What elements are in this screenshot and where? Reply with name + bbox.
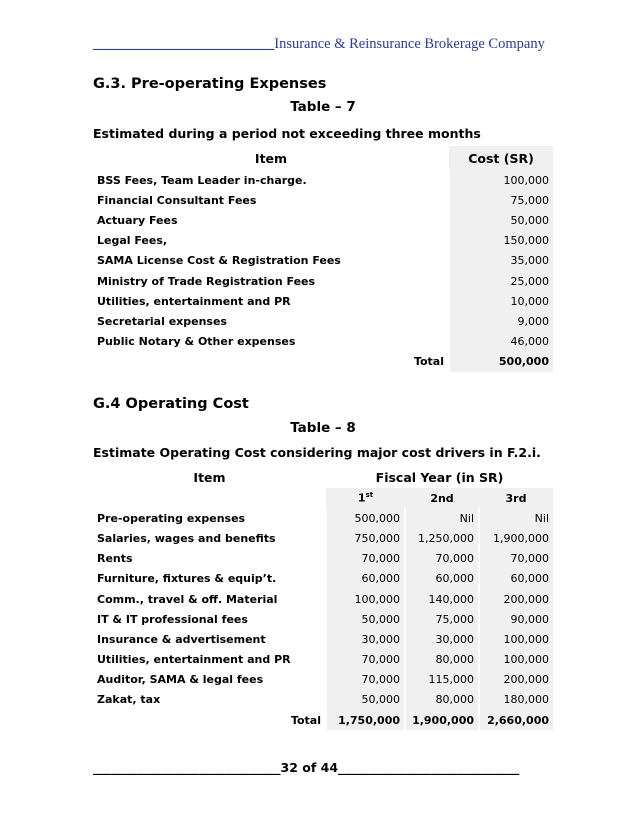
- cell-year-3: 100,000: [479, 629, 553, 649]
- col-header-item: Item: [254, 150, 288, 166]
- table-row: [93, 528, 553, 548]
- total-year-1: 1,750,000: [326, 710, 405, 730]
- total-year-2: 1,900,000: [405, 710, 479, 730]
- page-footer: [93, 760, 553, 775]
- table7-subtitle: Estimated during a period not exceeding three months: [93, 126, 481, 141]
- cell-year-1: 70,000: [326, 670, 405, 690]
- row-label: Public Notary & Other expenses: [97, 335, 296, 349]
- row-label: Legal Fees,: [97, 234, 168, 248]
- cell-year-3: 1,900,000: [479, 528, 553, 548]
- cell-year-2: 140,000: [405, 589, 479, 609]
- cell-year-2: 1,250,000: [405, 528, 479, 548]
- empty-header-cell: [93, 488, 326, 508]
- col-header-fiscal-year: Fiscal Year (in SR): [375, 469, 504, 485]
- section-heading-g4: G.4 Operating Cost: [93, 396, 249, 412]
- cell-year-3: 200,000: [479, 670, 553, 690]
- cell-year-1: 60,000: [326, 569, 405, 589]
- table-row: [93, 190, 553, 210]
- row-label: Financial Consultant Fees: [97, 193, 257, 207]
- total-row: [93, 710, 553, 730]
- row-label: IT & IT professional fees: [97, 612, 248, 626]
- row-value: 150,000: [449, 231, 553, 251]
- table-row: [93, 549, 553, 569]
- cell-year-1: 70,000: [326, 650, 405, 670]
- row-label: Utilities, entertainment and PR: [97, 294, 291, 308]
- row-label: Comm., travel & off. Material: [97, 592, 278, 606]
- total-row: [93, 352, 553, 372]
- col-header-year-3: 3rd: [479, 488, 553, 508]
- table-row: [93, 508, 553, 528]
- table-row: [93, 629, 553, 649]
- page-header: [93, 36, 553, 53]
- table-8: [93, 466, 553, 730]
- row-label: BSS Fees, Team Leader in-charge.: [97, 173, 307, 187]
- row-label: Pre-operating expenses: [97, 511, 246, 525]
- row-value: 46,000: [449, 332, 553, 352]
- cell-year-2: 30,000: [405, 629, 479, 649]
- col-header-year-2: 2nd: [405, 488, 479, 508]
- table-row: [93, 271, 553, 291]
- cell-year-3: 90,000: [479, 609, 553, 629]
- row-value: 9,000: [449, 311, 553, 331]
- cell-year-2: 70,000: [405, 549, 479, 569]
- table8-subtitle: Estimate Operating Cost considering major cost drivers in F.2.i.: [93, 445, 541, 460]
- table-row: [93, 589, 553, 609]
- table8-title: Table – 8: [290, 420, 356, 436]
- section-heading-g3: G.3. Pre-operating Expenses: [93, 76, 327, 92]
- header-title: Insurance & Reinsurance Brokerage Company: [274, 36, 545, 52]
- row-label: Salaries, wages and benefits: [97, 531, 276, 545]
- col-header-item: Item: [193, 469, 226, 485]
- table-row: [93, 690, 553, 710]
- row-label: Zakat, tax: [97, 693, 161, 707]
- row-value: 75,000: [449, 190, 553, 210]
- cell-year-3: 200,000: [479, 589, 553, 609]
- cell-year-1: 50,000: [326, 609, 405, 629]
- table-row: [93, 650, 553, 670]
- cell-year-1: 750,000: [326, 528, 405, 548]
- table-row: [93, 311, 553, 331]
- cell-year-3: 180,000: [479, 690, 553, 710]
- total-label: Total: [413, 355, 444, 369]
- total-value: 500,000: [449, 352, 553, 372]
- cell-year-2: 80,000: [405, 650, 479, 670]
- total-year-3: 2,660,000: [479, 710, 553, 730]
- cell-year-2: 115,000: [405, 670, 479, 690]
- row-label: Utilities, entertainment and PR: [97, 653, 291, 667]
- row-value: 100,000: [449, 170, 553, 190]
- cell-year-1: 30,000: [326, 629, 405, 649]
- row-label: Actuary Fees: [97, 213, 178, 227]
- table-row: [93, 332, 553, 352]
- table-row: [93, 670, 553, 690]
- cell-year-2: 60,000: [405, 569, 479, 589]
- table-row: [93, 231, 553, 251]
- header-rule: _________________________: [93, 36, 275, 52]
- row-label: Rents: [97, 552, 133, 566]
- cell-year-3: 100,000: [479, 650, 553, 670]
- cell-year-1: 50,000: [326, 690, 405, 710]
- footer-rule-left: ______________________________: [93, 760, 281, 775]
- year-1-suffix: st: [365, 491, 374, 500]
- table-row: [93, 609, 553, 629]
- table7-title: Table – 7: [290, 99, 356, 115]
- cell-year-1: 100,000: [326, 589, 405, 609]
- cell-year-2: 80,000: [405, 690, 479, 710]
- cell-year-1: 70,000: [326, 549, 405, 569]
- col-header-year-1: [326, 488, 405, 508]
- total-label: Total: [290, 713, 321, 727]
- cell-year-3: 60,000: [479, 569, 553, 589]
- page-number: 32 of 44: [280, 760, 339, 775]
- row-value: 50,000: [449, 210, 553, 230]
- table-row: [93, 569, 553, 589]
- col-header-cost: Cost (SR): [449, 146, 553, 170]
- cell-year-1: 500,000: [326, 508, 405, 528]
- year-1-label: 1: [357, 491, 366, 505]
- cell-year-2: Nil: [405, 508, 479, 528]
- cell-year-2: 75,000: [405, 609, 479, 629]
- footer-rule-right: _____________________________: [338, 760, 520, 775]
- table-7: [93, 146, 553, 372]
- cell-year-3: Nil: [479, 508, 553, 528]
- row-label: Ministry of Trade Registration Fees: [97, 274, 316, 288]
- table-row: [93, 210, 553, 230]
- row-value: 35,000: [449, 251, 553, 271]
- table-row: [93, 291, 553, 311]
- row-label: SAMA License Cost & Registration Fees: [97, 254, 341, 268]
- row-label: Furniture, fixtures & equip’t.: [97, 572, 277, 586]
- row-label: Secretarial expenses: [97, 314, 227, 328]
- row-label: Insurance & advertisement: [97, 632, 266, 646]
- table-row: [93, 251, 553, 271]
- row-value: 10,000: [449, 291, 553, 311]
- row-value: 25,000: [449, 271, 553, 291]
- cell-year-3: 70,000: [479, 549, 553, 569]
- row-label: Auditor, SAMA & legal fees: [97, 673, 264, 687]
- table-row: [93, 170, 553, 190]
